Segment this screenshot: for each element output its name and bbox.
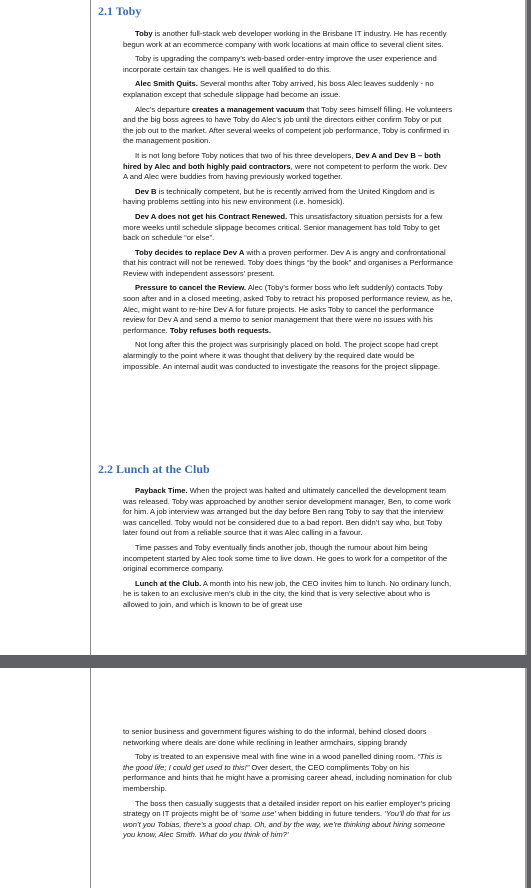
section-heading-toby: 2.1 Toby: [98, 4, 142, 18]
text-run: when bidding in future tenders.: [276, 809, 385, 819]
text-run: Alec’s departure: [135, 104, 192, 114]
text-run: Alec (Toby’s former boss who left suddenly) contacts Toby soon after and in a closed meeting, asked Toby to retract his proposed performance review, as he, Alec, might want to re-hire Dev A for future projects. He asks Toby to cancel the performance review for Dev A and send a memo to senior management that there were no issues with his performance.: [123, 283, 453, 335]
paragraph: [123, 752, 453, 794]
italic-run: ‘some use’: [239, 809, 277, 819]
bold-run: creates a management vacuum: [191, 104, 305, 114]
bold-run: Toby: [135, 29, 153, 38]
text-run: Over desert, the CEO compliments Toby on his performance and hints that he might have a promising career ahead, including nomination for club membership.: [123, 762, 452, 793]
italic-run: ‘You’ll do that for us won’t you Tobias, there’s a good chap. Oh, and by the way, we’re thinking about hiring someone you know, Alec Smith. What do you think of him?’: [123, 809, 451, 840]
paragraph: [123, 283, 453, 336]
paragraph: [123, 727, 453, 748]
bold-run: Toby decides to replace Dev A: [135, 247, 245, 257]
text-run: , were not competent to perform the work. Dev A and Alec were buddies from having previously worked together.: [123, 161, 447, 182]
paragraph: [123, 340, 453, 372]
text-run: This unsatisfactory situation persists for a few more weeks until schedule slippage becomes critical. Senior management has told Toby to get back on schedule “or else”.: [123, 211, 443, 243]
bold-run: Pressure to cancel the Review.: [135, 283, 247, 293]
page2-body: [123, 727, 453, 845]
section-body-lunch: [123, 486, 453, 615]
margin-rule: [90, 0, 91, 655]
text-run: Time passes and Toby eventually finds another job, though the rumour about him being incompetent started by Alec took some time to live down. He goes to work for a competitor of the original ecommerce company.: [123, 542, 448, 574]
paragraph: [123, 151, 453, 183]
paragraph: [123, 54, 453, 75]
margin-rule: [90, 668, 91, 888]
paragraph: [123, 543, 453, 575]
paragraph: [123, 212, 453, 244]
bold-run: Lunch at the Club.: [135, 578, 202, 588]
bold-run: Alec Smith Quits.: [135, 79, 198, 89]
text-run: is another full-stack web developer working in the Brisbane IT industry. He has recently begun work at an ecommerce company with work locations at main office to several client sites.: [123, 29, 447, 49]
bold-run: Toby refuses both requests.: [169, 325, 271, 335]
bold-run: Payback Time.: [135, 486, 188, 495]
bold-run: Dev A and Dev B – both hired by Alec and both highly paid contractors: [123, 150, 441, 171]
paragraph: [123, 187, 453, 208]
text-run: When the project was halted and ultimately cancelled the development team was released. Toby was approached by another senior development manager, Ben, to come work for him. A job interview was arranged but the day before Ben rang Toby to say that the interview was cancelled. Toby would not be considered due to a bad report. Ben didn’t say who, but Toby later found out from a reliable source that it was Alec calling in a favour.: [123, 486, 451, 538]
text-run: Toby is treated to an expensive meal with fine wine in a wood panelled dining room.: [135, 752, 418, 762]
text-run: Several months after Toby arrived, his boss Alec leaves suddenly - no explanation except that schedule slippage had become an issue.: [123, 79, 434, 99]
paragraph: [123, 105, 453, 147]
section-body-toby: [123, 29, 453, 376]
paragraph: [123, 248, 453, 280]
bold-run: Dev A does not get his Contract Renewed.: [135, 211, 288, 221]
text-run: A month into his new job, the CEO invites him to lunch. No ordinary lunch, he is taken to an exclusive men’s club in the city, the kind that is very selective about who is allowed to join, and which is known to be of great use: [123, 578, 452, 609]
text-run: The boss then casually suggests that a detailed insider report on his earlier employer’s pricing strategy on IT projects might be of: [123, 798, 451, 819]
text-run: that Toby sees himself filling. He volunteers and the big boss agrees to have Toby do Alec’s job until the directors either confirm Toby or put the job out to the market. After several weeks of competent job performance, Toby is confirmed in the management position.: [123, 104, 453, 146]
text-run: Toby is upgrading the company’s web-based order-entry improve the user experience and incorporate certain tax changes. He is well qualified to do this.: [123, 54, 437, 74]
text-run: is technically competent, but he is recently arrived from the United Kingdom and is having problems settling into his new environment (i.e. homesick).: [123, 186, 435, 207]
text-run: It is not long before Toby notices that two of his three developers,: [135, 150, 356, 160]
text-run: Not long after this the project was surprisingly placed on hold. The project scope had crept alarmingly to the point where it was thought that delivery by the required date would be impossible. An internal audit was conducted to investigate the reasons for the project slippage.: [123, 340, 441, 371]
paragraph: [123, 799, 453, 841]
text-run: with a proven performer. Dev A is angry and confrontational that his contract will not be renewed. Toby does things “by the book” and organises a Performance Review with independent assessors’ present.: [123, 247, 453, 278]
document-page-2: [0, 668, 527, 888]
text-run: to senior business and government figures wishing to do the informal, behind closed doors networking where deals are done while reclining in leather armchairs, sipping brandy: [123, 727, 427, 747]
paragraph: [123, 29, 453, 50]
bold-run: Dev B: [135, 186, 157, 196]
paragraph: [123, 579, 453, 611]
italic-run: “This is the good life; I could get used to this!”: [123, 752, 442, 772]
paragraph: [123, 486, 453, 539]
paragraph: [123, 79, 453, 100]
section-heading-lunch: 2.2 Lunch at the Club: [98, 462, 210, 476]
